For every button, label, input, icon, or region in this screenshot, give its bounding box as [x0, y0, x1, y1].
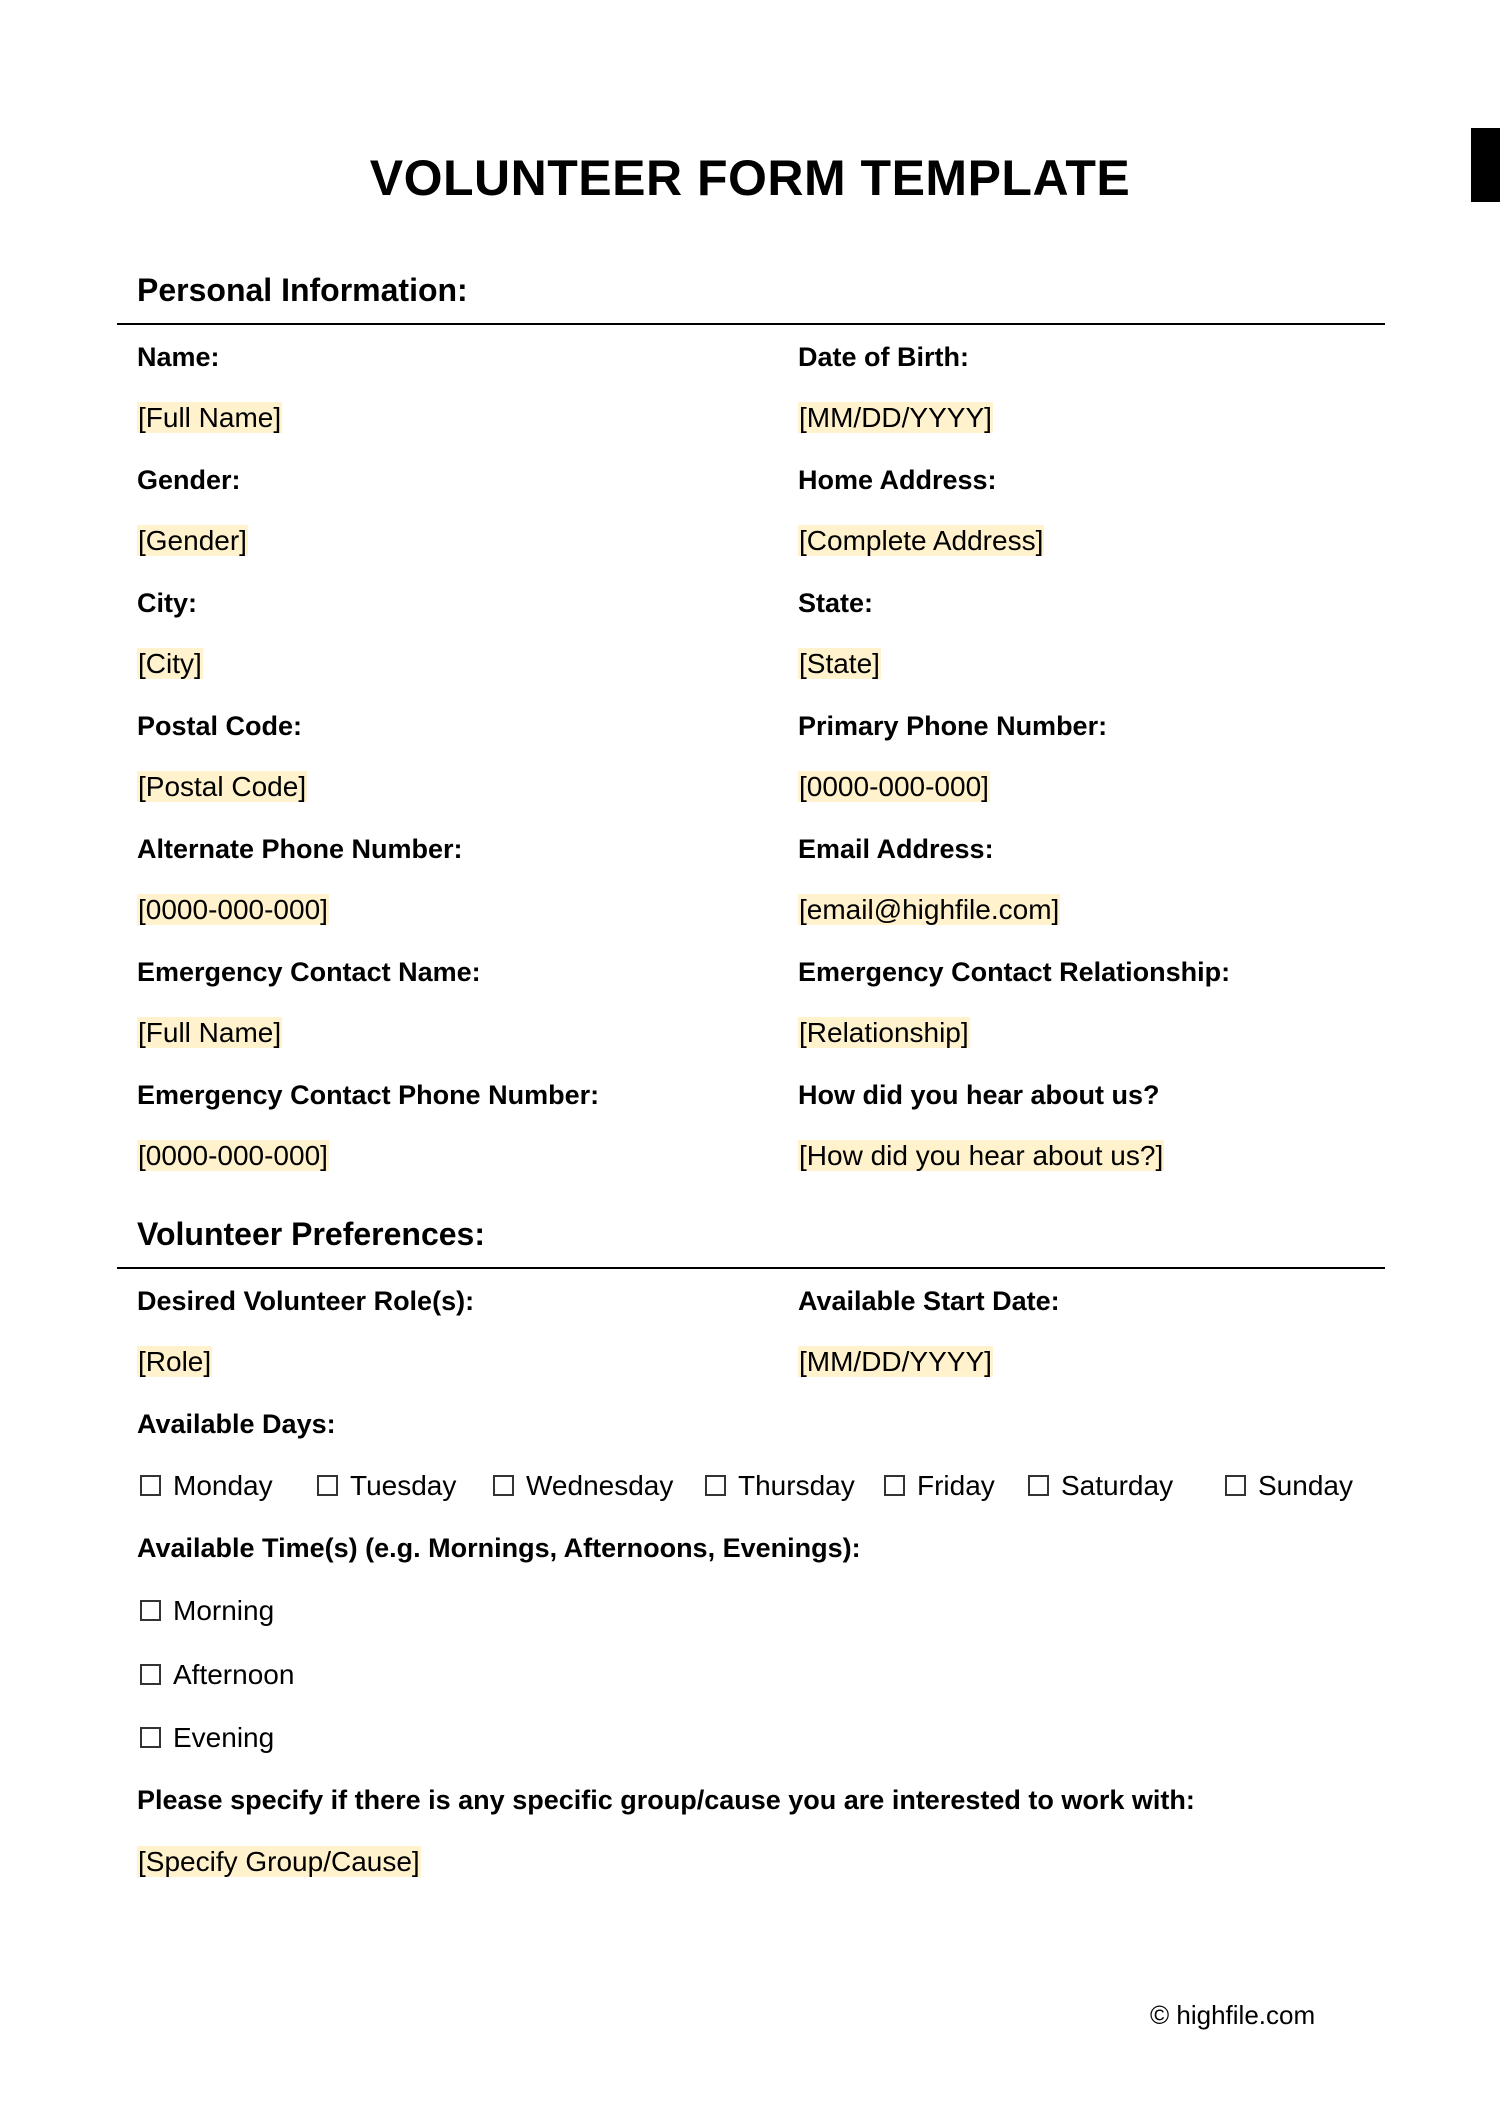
day-checkbox-sunday[interactable]: Sunday — [1225, 1469, 1353, 1503]
group-cause-label: Please specify if there is any specific group/cause you are interested to work with: — [137, 1785, 1195, 1815]
emergency-relationship-field[interactable]: [Relationship] — [799, 1017, 969, 1048]
personal-info-heading: Personal Information: — [137, 272, 468, 308]
checkbox-icon — [884, 1475, 905, 1496]
referral-source-label: How did you hear about us? — [798, 1080, 1160, 1110]
day-checkbox-tuesday[interactable]: Tuesday — [317, 1469, 456, 1503]
home-address-field[interactable]: [Complete Address] — [799, 525, 1044, 556]
gender-field[interactable]: [Gender] — [138, 525, 247, 556]
dob-label: Date of Birth: — [798, 342, 969, 372]
home-address-label: Home Address: — [798, 465, 997, 495]
checkbox-icon — [1028, 1475, 1049, 1496]
primary-phone-label: Primary Phone Number: — [798, 711, 1108, 741]
day-checkbox-friday[interactable]: Friday — [884, 1469, 995, 1503]
email-field[interactable]: [email@highfile.com] — [799, 894, 1060, 925]
city-field[interactable]: [City] — [138, 648, 202, 679]
checkbox-icon — [140, 1664, 161, 1685]
desired-role-field[interactable]: [Role] — [138, 1346, 212, 1377]
primary-phone-field[interactable]: [0000-000-000] — [799, 771, 989, 802]
email-label: Email Address: — [798, 834, 994, 864]
emergency-name-label: Emergency Contact Name: — [137, 957, 481, 987]
day-checkbox-monday[interactable]: Monday — [140, 1469, 273, 1503]
start-date-label: Available Start Date: — [798, 1286, 1060, 1316]
available-times-label: Available Time(s) (e.g. Mornings, Afternoons, Evenings): — [137, 1533, 861, 1563]
emergency-name-field[interactable]: [Full Name] — [138, 1017, 282, 1048]
postal-code-label: Postal Code: — [137, 711, 303, 741]
day-checkbox-thursday[interactable]: Thursday — [705, 1469, 855, 1503]
referral-source-field[interactable]: [How did you hear about us?] — [799, 1140, 1164, 1171]
desired-role-label: Desired Volunteer Role(s): — [137, 1286, 475, 1316]
preferences-heading: Volunteer Preferences: — [137, 1216, 485, 1252]
day-checkbox-wednesday[interactable]: Wednesday — [493, 1469, 673, 1503]
preferences-divider — [117, 1267, 1385, 1269]
checkbox-icon — [317, 1475, 338, 1496]
emergency-phone-field[interactable]: [0000-000-000] — [138, 1140, 328, 1171]
state-field[interactable]: [State] — [799, 648, 880, 679]
group-cause-field[interactable]: [Specify Group/Cause] — [138, 1846, 420, 1877]
city-label: City: — [137, 588, 197, 618]
time-checkbox-morning[interactable]: Morning — [140, 1594, 274, 1628]
time-checkbox-afternoon[interactable]: Afternoon — [140, 1658, 294, 1692]
checkbox-icon — [140, 1727, 161, 1748]
form-title: VOLUNTEER FORM TEMPLATE — [369, 150, 1131, 206]
available-days-label: Available Days: — [137, 1409, 336, 1439]
state-label: State: — [798, 588, 874, 618]
checkbox-icon — [140, 1600, 161, 1621]
alternate-phone-label: Alternate Phone Number: — [137, 834, 463, 864]
time-checkbox-evening[interactable]: Evening — [140, 1721, 274, 1755]
emergency-phone-label: Emergency Contact Phone Number: — [137, 1080, 600, 1110]
dob-field[interactable]: [MM/DD/YYYY] — [799, 402, 992, 433]
checkbox-icon — [1225, 1475, 1246, 1496]
emergency-relationship-label: Emergency Contact Relationship: — [798, 957, 1231, 987]
personal-info-divider — [117, 323, 1385, 325]
alternate-phone-field[interactable]: [0000-000-000] — [138, 894, 328, 925]
name-label: Name: — [137, 342, 220, 372]
day-checkbox-saturday[interactable]: Saturday — [1028, 1469, 1173, 1503]
checkbox-icon — [705, 1475, 726, 1496]
postal-code-field[interactable]: [Postal Code] — [138, 771, 307, 802]
footer-copyright: © highfile.com — [1150, 2000, 1316, 2030]
gender-label: Gender: — [137, 465, 241, 495]
name-field[interactable]: [Full Name] — [138, 402, 282, 433]
start-date-field[interactable]: [MM/DD/YYYY] — [799, 1346, 992, 1377]
checkbox-icon — [493, 1475, 514, 1496]
checkbox-icon — [140, 1475, 161, 1496]
